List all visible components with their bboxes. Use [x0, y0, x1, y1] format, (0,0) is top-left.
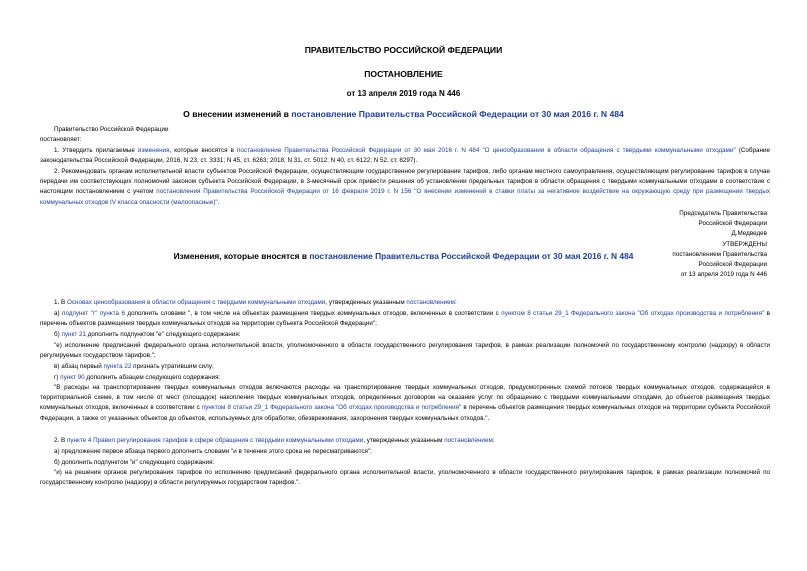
text: в перечень объектов размещения твердых коммунальных отходов на территории субъекта Российской Федерации";: [40, 310, 770, 328]
change-1-b-quote: "е) исполнение предписаний федерального органа исполнительной власти, уполномоченного в области государственного регулирования тарифов, в рамках реализации полномочий по государственному контролю (надзору) в области регулируемых государством тарифов.";: [40, 342, 770, 360]
change-1-g: [40, 373, 770, 383]
text: дополнить словами ", в том числе на объектах размещения твердых коммунальных отходов, включенных в соответствии с: [125, 310, 502, 317]
changes-link[interactable]: изменения: [137, 147, 170, 154]
resolution-link-2[interactable]: постановлением: [444, 437, 493, 444]
federal-law-link-2[interactable]: пунктом 8 статьи 29_1 Федерального закона "Об отходах производства и потребления": [201, 404, 462, 412]
signature-block: [672, 209, 767, 280]
signature-line-1: Председатель Правительства: [679, 210, 767, 217]
approved-line-4: от 13 апреля 2019 года N 446: [680, 271, 767, 279]
changes-title: [0, 251, 807, 261]
resolution-484-link[interactable]: постановление Правительства Российской Федерации от 30 мая 2016 г. N 484 "О ценообразовании в области обращения с твердыми коммунальными отходами": [237, 147, 736, 154]
document-type-heading: ПОСТАНОВЛЕНИЕ: [364, 69, 443, 79]
tariff-rules-link[interactable]: пункте 4 Правил регулирования тарифов в сфере обращения с твердыми коммунальными отходами: [66, 437, 364, 444]
text: :: [454, 299, 457, 306]
text: а): [54, 310, 63, 317]
text: дополнить подпунктом "е" следующего содержания:: [85, 331, 241, 338]
change-1-v: [40, 362, 770, 372]
title-link[interactable]: постановление Правительства Российской Федерации от 30 мая 2016 г. N 484: [291, 109, 624, 119]
text: г): [54, 374, 61, 381]
change-2-b: б) дополнить подпунктом "и" следующего содержания:: [54, 459, 215, 466]
resolution-156-link[interactable]: постановления Правительства Российской Федерации от 16 февраля 2019 г. N 156 "О внесении изменений в ставки платы за негативное воздействие на окружающую среду при размещении твердых коммунальных отходов IV класса опасности (малоопасные)": [40, 188, 771, 206]
text: "В расходы на транспортирование твердых коммунальных отходов включаются расходы на транспортирование твердых коммунальных отходов, предусмотренных схемой потоков твердых коммунальных отходов, содержащейся в территориальной схеме, в том числе от мест (площадок) накопления твердых коммунальных отходов, определенных договором на оказание услуг по обращению с твердыми коммунальными отходами, до объектов размещения твердых коммунальных отходов, включенных в соответствии с: [40, 384, 770, 412]
text: 1. Утвердить прилагаемые: [54, 147, 138, 154]
pricing-basics-link[interactable]: Основах ценообразования в области обращения с твердыми коммунальными отходами: [66, 299, 326, 306]
resolution-link[interactable]: постановлением: [406, 299, 455, 306]
change-1-a: [40, 309, 770, 329]
subparagraph-g-link[interactable]: подпункт "г" пункта 6: [62, 310, 125, 317]
approved-line-1: УТВЕРЖДЕНЫ: [722, 240, 767, 248]
paragraph-2: [40, 167, 770, 208]
text: 1. В: [54, 299, 67, 306]
text: б): [54, 331, 62, 338]
change-2-b-quote: "и) на решения органов регулирования тарифов по исполнению предписаний федерального органа исполнительной власти, уполномоченного в области государственного регулирования тарифов, в рамках реализации полномочий по государственному контролю (надзору) в области регулируемых государством тарифов.".: [40, 469, 770, 487]
changes-title-link[interactable]: постановление Правительства Российской Федерации от 30 мая 2016 г. N 484: [309, 251, 634, 261]
document-date: от 13 апреля 2019 года N 446: [346, 89, 461, 98]
government-heading: ПРАВИТЕЛЬСТВО РОССИЙСКОЙ ФЕДЕРАЦИИ: [304, 45, 503, 55]
change-1: [40, 298, 770, 308]
title-prefix: О внесении изменений в: [183, 109, 292, 119]
federal-law-link[interactable]: пунктом 8 статьи 29_1 Федерального закона "Об отходах производства и потребления": [501, 310, 765, 317]
text: :: [492, 437, 495, 444]
signature-name: Д.Медведев: [731, 230, 767, 238]
preamble-line-2: постановляет:: [40, 136, 82, 143]
approved-line-2: постановлением Правительства: [672, 250, 767, 258]
text: , утвержденных указанным: [363, 437, 445, 444]
text: 2. В: [54, 437, 67, 444]
paragraph-22-link[interactable]: пункта 22: [103, 363, 132, 370]
change-1-g-quote: [40, 383, 770, 424]
signature-line-2: Российской Федерации: [698, 220, 767, 228]
text: (Собрание законодательства Российской Федерации, 2016, N 23, ст. 3331; N 45, ст. 6263; 2018, N 31, ст. 5012; N 40, ст. 6122; N 52, ст. 8297).: [40, 147, 770, 165]
text: , которые вносятся в: [169, 147, 238, 154]
paragraph-21-link[interactable]: пункт 21: [61, 331, 86, 338]
paragraph-1: [40, 146, 770, 166]
approved-line-3: Российской Федерации: [698, 261, 767, 269]
text: дополнить абзацем следующего содержания:: [84, 374, 221, 381]
text: признать утратившим силу;: [131, 363, 214, 370]
text: в перечень объектов размещения твердых коммунальных отходов на территории субъекта Российской Федерации, а также от указанных объектов до объектов, используемых для обработки, обезвреживания, захоронения твердых коммунальных отходов.".: [40, 404, 770, 422]
text: .: [217, 198, 220, 206]
text: 2. Рекомендовать органам исполнительной власти субъектов Российской Федерации, осуществляющим государственное регулирование тарифов, либо органам местного самоуправления, осуществляющим регулирование тарифов в случае передачи им соответствующих полномочий законом субъекта Российской Федерации, в 3-месячный срок привести решения об установлении предельных тарифов в области обращения с твердыми коммунальными отходами в соответствие с настоящим постановлением с учетом: [40, 168, 770, 196]
changes-title-prefix: Изменения, которые вносятся в: [173, 251, 310, 261]
paragraph-90-link[interactable]: пункт 90: [60, 374, 85, 381]
text: , утвержденных указанным: [325, 299, 407, 306]
change-1-b: [40, 330, 770, 340]
document-title: [0, 109, 807, 119]
text: в) абзац первый: [54, 363, 104, 370]
change-2: [40, 436, 770, 446]
change-2-a: а) предложение первое абзаца первого дополнить словами "и в течение этого срока не пересматриваются";: [54, 448, 372, 455]
preamble-line-1: Правительство Российской Федерации: [54, 126, 169, 133]
